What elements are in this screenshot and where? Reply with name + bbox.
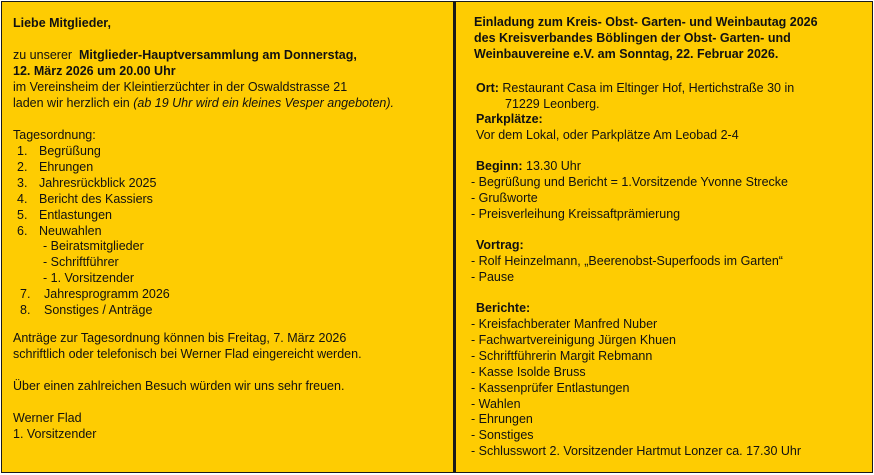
signer-name: Werner Flad <box>13 411 82 425</box>
reports-label: Berichte: <box>476 301 531 315</box>
talk-list <box>471 254 783 286</box>
parking-text: Vor dem Lokal, oder Parkplätze Am Leobad 2-4 <box>476 128 739 142</box>
agenda-item: 6. Neuwahlen <box>17 223 102 238</box>
location-line <box>476 81 794 97</box>
event-title-line: des Kreisverbandes Böblingen der Obst- Garten- und <box>474 30 791 45</box>
invite-line <box>13 96 394 112</box>
election-item: - Schriftführer <box>43 255 119 270</box>
agenda-item: 2. Ehrungen <box>17 159 94 174</box>
start-line <box>476 159 581 175</box>
report-item: - Fachwartvereinigung Jürgen Khuen <box>471 332 676 347</box>
location-text: Restaurant Casa im Eltinger Hof, Hertichstraße 30 in <box>502 81 795 95</box>
talk-label: Vortrag: <box>476 238 524 252</box>
program-list <box>471 175 788 223</box>
election-item: - Beiratsmitglieder <box>43 239 144 254</box>
intro-prefix: zu unserer <box>13 48 76 62</box>
location-label: Ort: <box>476 81 499 95</box>
report-item: - Kreisfachberater Manfred Nuber <box>471 317 658 331</box>
venue-line: im Vereinsheim der Kleintierzüchter in der Oswaldstrasse 21 <box>13 80 348 94</box>
start-time: 13.30 Uhr <box>526 159 581 173</box>
talk-item: - Pause <box>471 269 515 284</box>
agenda-heading: Tagesordnung: <box>13 128 96 142</box>
event-title <box>474 15 818 63</box>
agenda-item: 4. Bericht des Kassiers <box>17 191 153 206</box>
motions-line-2: schriftlich oder telefonisch bei Werner Flad eingereicht werden. <box>13 347 362 361</box>
report-item: - Sonstiges <box>471 428 534 443</box>
flyer-frame <box>1 1 873 473</box>
program-item: - Begrüßung und Bericht = 1.Vorsitzende Yvonne Strecke <box>471 175 788 189</box>
report-item: - Kasse Isolde Bruss <box>471 364 586 379</box>
report-item: - Ehrungen <box>471 412 533 427</box>
column-divider <box>453 2 456 472</box>
agenda-item: 5. Entlastungen <box>17 207 112 222</box>
program-item: - Preisverleihung Kreissaftprämierung <box>471 206 681 221</box>
agenda-list <box>17 144 170 319</box>
reports-list <box>471 317 801 460</box>
closing-text: Über einen zahlreichen Besuch würden wir uns sehr freuen. <box>13 379 345 393</box>
agenda-item: 1. Begrüßung <box>17 144 101 158</box>
location-line-2: 71229 Leonberg. <box>505 97 600 111</box>
agenda-item: 7. Jahresprogramm 2026 <box>20 287 170 302</box>
report-item: - Schriftführerin Margit Rebmann <box>471 348 653 363</box>
intro-line <box>13 48 357 64</box>
motions-line-1: Anträge zur Tagesordnung können bis Freitag, 7. März 2026 <box>13 331 347 345</box>
agenda-item: 3. Jahresrückblick 2025 <box>17 175 157 190</box>
event-title-line: Einladung zum Kreis- Obst- Garten- und Weinbautag 2026 <box>474 15 818 29</box>
invite-note: (ab 19 Uhr wird ein kleines Vesper angeboten). <box>133 96 395 110</box>
parking-label: Parkplätze: <box>476 112 543 126</box>
event-title-line: Weinbauvereine e.V. am Sonntag, 22. Februar 2026. <box>474 46 779 61</box>
signer-role: 1. Vorsitzender <box>13 427 97 441</box>
agenda-item: 8. Sonstiges / Anträge <box>20 303 153 318</box>
report-item: - Schlusswort 2. Vorsitzender Hartmut Lonzer ca. 17.30 Uhr <box>471 444 802 459</box>
election-item: - 1. Vorsitzender <box>43 271 135 286</box>
report-item: - Wahlen <box>471 396 521 411</box>
start-label: Beginn: <box>476 159 523 173</box>
meeting-date: 12. März 2026 um 20.00 Uhr <box>13 64 176 78</box>
greeting: Liebe Mitglieder, <box>13 16 111 30</box>
talk-item: - Rolf Heinzelmann, „Beerenobst-Superfoods im Garten“ <box>471 254 783 268</box>
program-item: - Grußworte <box>471 190 538 205</box>
report-item: - Kassenprüfer Entlastungen <box>471 380 630 395</box>
invite-text: laden wir herzlich ein <box>13 96 134 110</box>
meeting-title: Mitglieder-Hauptversammlung am Donnerstag, <box>79 48 357 62</box>
